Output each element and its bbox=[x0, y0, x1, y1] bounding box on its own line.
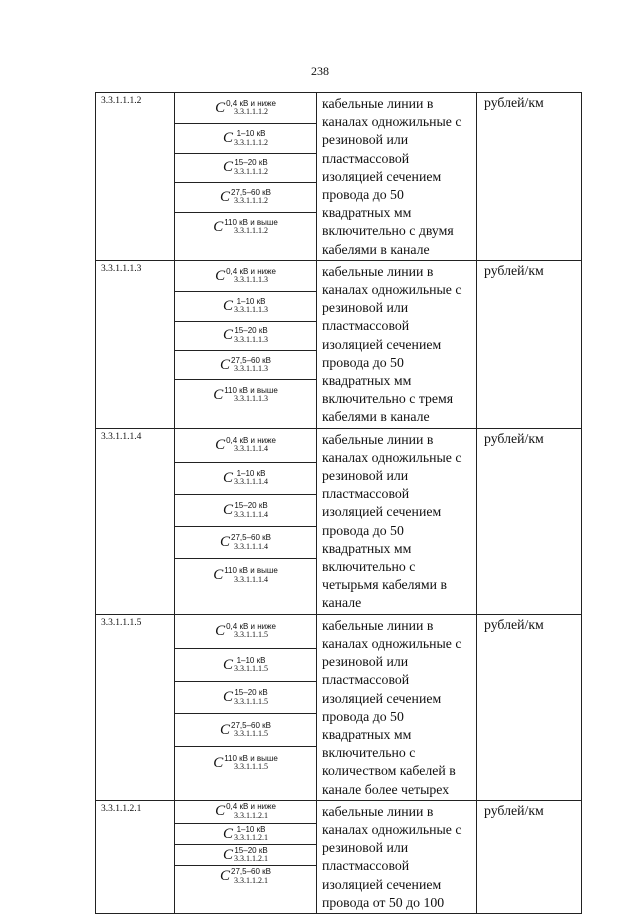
formula-cell bbox=[175, 800, 317, 913]
voltage-class: 1–10 кВ bbox=[236, 468, 266, 478]
formula-index: 3.3.1.1.2.1 bbox=[234, 810, 268, 820]
formula-index: 3.3.1.1.1.2 bbox=[234, 226, 268, 236]
tariff-formula bbox=[175, 682, 316, 715]
description-line: каналах одножильные с bbox=[322, 821, 462, 837]
voltage-class: 15–20 кВ bbox=[234, 158, 268, 168]
formula-index: 3.3.1.1.1.2 bbox=[234, 166, 268, 176]
formula-symbol: C bbox=[222, 846, 233, 863]
description-line: включительно с двумя bbox=[322, 223, 454, 239]
formula-index: 3.3.1.1.1.3 bbox=[234, 364, 268, 374]
formula-index: 3.3.1.1.1.3 bbox=[234, 305, 268, 315]
description-line: изоляцией сечением bbox=[322, 168, 442, 184]
tariff-formula bbox=[175, 649, 316, 682]
formula-symbol: C bbox=[220, 721, 231, 738]
tariff-formula bbox=[175, 495, 316, 527]
formula-index: 3.3.1.1.1.5 bbox=[234, 762, 268, 772]
voltage-class: 27,5–60 кВ bbox=[231, 867, 271, 877]
formula-cell bbox=[175, 93, 317, 261]
formula-cell bbox=[175, 428, 317, 614]
tariff-formula bbox=[175, 801, 316, 824]
formula-symbol: C bbox=[213, 754, 224, 771]
description-line: резиновой или bbox=[322, 840, 409, 856]
tariff-formula bbox=[175, 183, 316, 212]
voltage-class: 0,4 кВ и ниже bbox=[226, 621, 276, 631]
description-line: резиновой или bbox=[322, 132, 409, 148]
formula-symbol: C bbox=[222, 502, 233, 519]
tariff-formula bbox=[175, 559, 316, 591]
description-line: провода до 50 bbox=[322, 187, 404, 203]
description-line: четырьмя кабелями в bbox=[322, 577, 447, 593]
formula-index: 3.3.1.1.1.3 bbox=[234, 275, 268, 285]
unit-of-measure: рублей/км bbox=[477, 428, 582, 614]
item-description bbox=[317, 260, 477, 428]
description-line: кабелями в канале bbox=[322, 241, 430, 257]
description-line: кабельные линии в bbox=[322, 617, 434, 633]
page-number: 238 bbox=[311, 64, 329, 78]
table-row bbox=[96, 800, 582, 913]
description-line: каналах одножильные с bbox=[322, 635, 462, 651]
item-code: 3.3.1.1.1.2 bbox=[96, 93, 175, 261]
voltage-class: 1–10 кВ bbox=[236, 296, 266, 306]
description-line: каналах одножильные с bbox=[322, 282, 462, 298]
description-line: количеством кабелей в bbox=[322, 763, 456, 779]
tariff-formula bbox=[175, 845, 316, 866]
voltage-class: 15–20 кВ bbox=[234, 845, 268, 855]
unit-of-measure: рублей/км bbox=[477, 800, 582, 913]
description-line: провода от 50 до 100 bbox=[322, 894, 445, 910]
formula-index: 3.3.1.1.1.4 bbox=[234, 509, 268, 519]
formula-index: 3.3.1.1.1.4 bbox=[234, 444, 268, 454]
description-line: канале bbox=[322, 595, 362, 611]
description-line: каналах одножильные с bbox=[322, 449, 462, 465]
description-line: пластмассовой bbox=[322, 858, 410, 874]
formula-index: 3.3.1.1.1.2 bbox=[234, 196, 268, 206]
voltage-class: 0,4 кВ и ниже bbox=[226, 266, 276, 276]
voltage-class: 110 кВ и выше bbox=[224, 566, 278, 575]
description-line: резиновой или bbox=[322, 300, 409, 316]
description-line: провода до 50 bbox=[322, 708, 404, 724]
unit-of-measure: рублей/км bbox=[477, 260, 582, 428]
formula-index: 3.3.1.1.1.3 bbox=[234, 334, 268, 344]
formula-symbol: C bbox=[213, 218, 224, 235]
description-line: квадратных мм bbox=[322, 540, 412, 556]
tariff-formula bbox=[175, 93, 316, 124]
tariff-formula bbox=[175, 463, 316, 495]
voltage-class: 27,5–60 кВ bbox=[231, 533, 271, 543]
formula-cell bbox=[175, 260, 317, 428]
formula-symbol: C bbox=[220, 188, 231, 205]
table-row bbox=[96, 260, 582, 428]
description-line: канале более четырех bbox=[322, 781, 450, 797]
table-row bbox=[96, 428, 582, 614]
formula-symbol: C bbox=[215, 267, 226, 284]
tariff-formula bbox=[175, 261, 316, 292]
formula-index: 3.3.1.1.1.5 bbox=[234, 696, 268, 706]
item-description bbox=[317, 93, 477, 261]
formula-symbol: C bbox=[222, 130, 233, 147]
voltage-class: 110 кВ и выше bbox=[224, 385, 278, 395]
formula-symbol: C bbox=[215, 622, 226, 639]
formula-symbol: C bbox=[220, 534, 231, 551]
tariff-formula bbox=[175, 615, 316, 650]
formula-symbol: C bbox=[222, 656, 233, 673]
description-line: кабельные линии в bbox=[322, 96, 434, 111]
tariff-formula bbox=[175, 292, 316, 321]
voltage-class: 15–20 кВ bbox=[234, 326, 268, 336]
item-code: 3.3.1.1.1.5 bbox=[96, 614, 175, 800]
voltage-class: 0,4 кВ и ниже bbox=[226, 802, 276, 812]
tariff-formula bbox=[175, 154, 316, 183]
formula-index: 3.3.1.1.2.1 bbox=[234, 854, 268, 864]
formula-symbol: C bbox=[222, 327, 233, 344]
unit-of-measure: рублей/км bbox=[477, 93, 582, 261]
voltage-class: 1–10 кВ bbox=[236, 655, 266, 665]
item-code: 3.3.1.1.1.3 bbox=[96, 260, 175, 428]
description-line: резиновой или bbox=[322, 468, 409, 484]
item-description bbox=[317, 428, 477, 614]
voltage-class: 0,4 кВ и ниже bbox=[226, 435, 276, 445]
description-line: кабельные линии в bbox=[322, 263, 434, 279]
tariff-formula bbox=[175, 124, 316, 153]
formula-symbol: C bbox=[222, 825, 233, 842]
formula-symbol: C bbox=[215, 436, 226, 453]
description-line: квадратных мм bbox=[322, 726, 412, 742]
formula-index: 3.3.1.1.1.5 bbox=[234, 664, 268, 674]
tariff-formula bbox=[175, 747, 316, 780]
description-line: провода до 50 bbox=[322, 354, 404, 370]
voltage-class: 110 кВ и выше bbox=[224, 753, 278, 763]
voltage-class: 15–20 кВ bbox=[234, 501, 268, 511]
formula-symbol: C bbox=[222, 297, 233, 314]
formula-index: 3.3.1.1.1.5 bbox=[234, 729, 268, 739]
description-line: пластмассовой bbox=[322, 150, 410, 166]
table-row bbox=[96, 93, 582, 261]
formula-symbol: C bbox=[222, 469, 233, 486]
description-line: пластмассовой bbox=[322, 486, 410, 502]
formula-index: 3.3.1.1.1.2 bbox=[234, 107, 268, 117]
formula-index: 3.3.1.1.1.2 bbox=[234, 137, 268, 147]
tariff-formula bbox=[175, 429, 316, 463]
item-description bbox=[317, 614, 477, 800]
description-line: изоляцией сечением bbox=[322, 336, 442, 352]
formula-index: 3.3.1.1.1.4 bbox=[234, 541, 268, 551]
unit-of-measure: рублей/км bbox=[477, 614, 582, 800]
voltage-class: 1–10 кВ bbox=[236, 129, 266, 139]
description-line: изоляцией сечением bbox=[322, 504, 442, 520]
table-row bbox=[96, 614, 582, 800]
item-code: 3.3.1.1.2.1 bbox=[96, 800, 175, 913]
formula-index: 3.3.1.1.1.3 bbox=[234, 394, 268, 404]
description-line: изоляцией сечением bbox=[322, 690, 442, 706]
formula-index: 3.3.1.1.1.4 bbox=[234, 477, 268, 487]
voltage-class: 15–20 кВ bbox=[234, 688, 268, 698]
tariff-formula bbox=[175, 351, 316, 380]
description-line: каналах одножильные с bbox=[322, 114, 462, 130]
formula-index: 3.3.1.1.2.1 bbox=[234, 833, 268, 842]
tariff-table bbox=[95, 92, 582, 914]
description-line: квадратных мм bbox=[322, 373, 412, 389]
description-line: провода до 50 bbox=[322, 522, 404, 538]
formula-symbol: C bbox=[213, 567, 224, 583]
formula-cell bbox=[175, 614, 317, 800]
voltage-class: 1–10 кВ bbox=[236, 824, 266, 834]
tariff-formula bbox=[175, 213, 316, 242]
description-line: резиновой или bbox=[322, 654, 409, 670]
formula-symbol: C bbox=[222, 689, 233, 706]
formula-symbol: C bbox=[215, 803, 226, 820]
tariff-formula bbox=[175, 714, 316, 747]
voltage-class: 27,5–60 кВ bbox=[231, 355, 271, 365]
description-line: включительно с тремя bbox=[322, 391, 454, 407]
voltage-class: 27,5–60 кВ bbox=[231, 187, 271, 197]
tariff-formula bbox=[175, 380, 316, 409]
item-code: 3.3.1.1.1.4 bbox=[96, 428, 175, 614]
formula-symbol: C bbox=[213, 386, 224, 403]
tariff-formula bbox=[175, 322, 316, 351]
tariff-formula bbox=[175, 824, 316, 845]
formula-index: 3.3.1.1.1.4 bbox=[234, 574, 268, 584]
tariff-formula bbox=[175, 866, 316, 887]
description-line: кабелями в канале bbox=[322, 409, 430, 425]
description-line: пластмассовой bbox=[322, 318, 410, 334]
voltage-class: 27,5–60 кВ bbox=[231, 720, 271, 730]
description-line: пластмассовой bbox=[322, 672, 410, 688]
formula-symbol: C bbox=[215, 99, 226, 116]
description-line: кабельные линии в bbox=[322, 803, 434, 819]
description-line: изоляцией сечением bbox=[322, 876, 442, 892]
formula-symbol: C bbox=[220, 868, 231, 885]
voltage-class: 0,4 кВ и ниже bbox=[226, 98, 276, 108]
description-line: квадратных мм bbox=[322, 205, 412, 221]
tariff-formula bbox=[175, 527, 316, 559]
description-line: включительно с bbox=[322, 745, 416, 761]
formula-symbol: C bbox=[220, 356, 231, 373]
formula-symbol: C bbox=[222, 159, 233, 176]
description-line: включительно с bbox=[322, 559, 416, 575]
formula-index: 3.3.1.1.1.5 bbox=[234, 630, 268, 640]
formula-index: 3.3.1.1.2.1 bbox=[234, 875, 268, 885]
item-description bbox=[317, 800, 477, 913]
voltage-class: 110 кВ и выше bbox=[224, 217, 278, 227]
description-line: кабельные линии в bbox=[322, 431, 434, 447]
